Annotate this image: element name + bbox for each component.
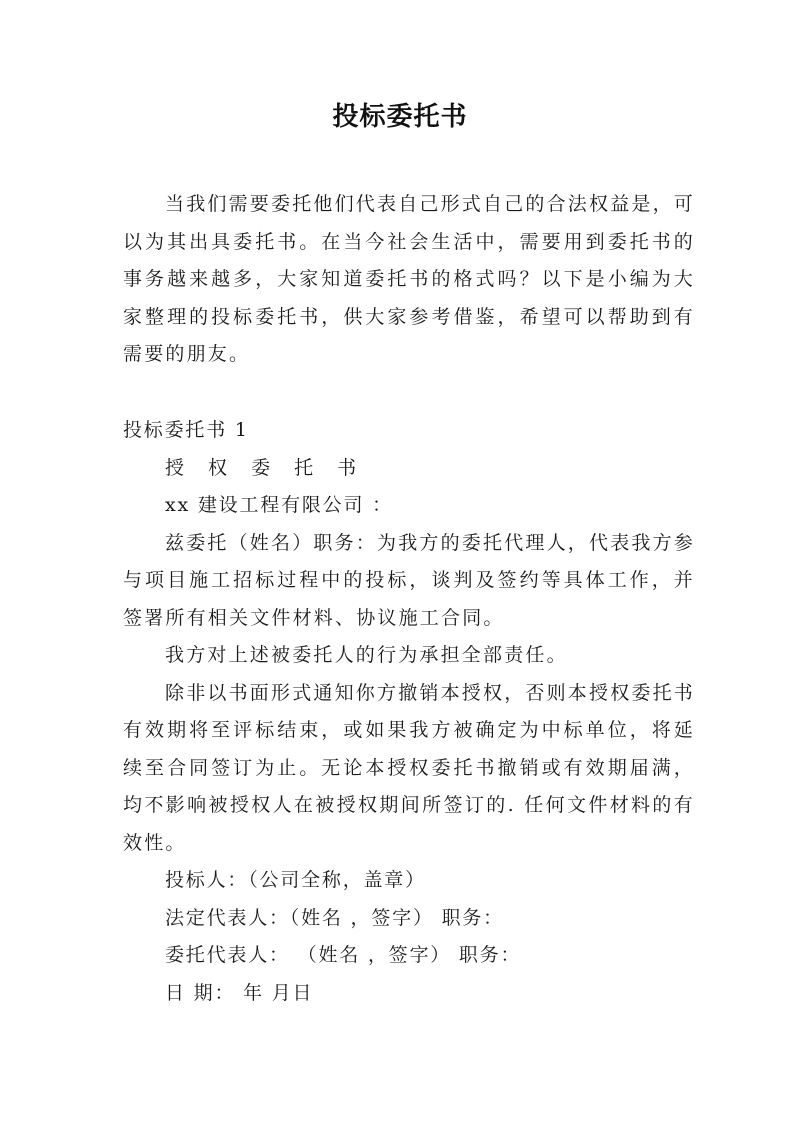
letter-heading: 授 权 委 托 书 [165, 456, 366, 479]
signature-legal-rep: 法定代表人：（姓名 ，签字） 职务： [165, 906, 504, 929]
document-title: 投标委托书 [332, 102, 468, 132]
signature-date: 日 期： 年 月日 [165, 981, 314, 1004]
section-heading: 投标委托书 1 [123, 419, 249, 441]
intro-paragraph: 当我们需要委托他们代表自己形式自己的合法权益是，可以为其出具委托书。在当今社会生活中，需要用到委托书的事务越来越多，大家知道委托书的格式吗？以下是小编为大家整理的投标委托书，供大家参考借鉴，希望可以帮助到有需要的朋友。 [123, 193, 696, 365]
signature-agent: 委托代表人： （姓名 ，签字） 职务： [165, 944, 522, 966]
paragraph-responsibility: 我方对上述被委托人的行为承担全部责任。 [165, 644, 568, 666]
letter-body [123, 412, 695, 1012]
paragraph-authorization: 兹委托（姓名）职务：为我方的委托代理人，代表我方参与项目施工招标过程中的投标，谈判及签约等具体工作，并签署所有相关文件材料、协议施工合同。 [123, 531, 696, 629]
paragraph-validity: 除非以书面形式通知你方撤销本授权，否则本授权委托书有效期将至评标结束，或如果我方被确定为中标单位，将延续至合同签订为止。无论本授权委托书撤销或有效期届满，均不影响被授权人在被授权期间所签订的. 任何文件材料的有效性。 [123, 681, 696, 854]
signature-bidder: 投标人：（公司全称，盖章） [165, 869, 426, 891]
recipient-line: xx 建设工程有限公司 ： [165, 494, 393, 516]
